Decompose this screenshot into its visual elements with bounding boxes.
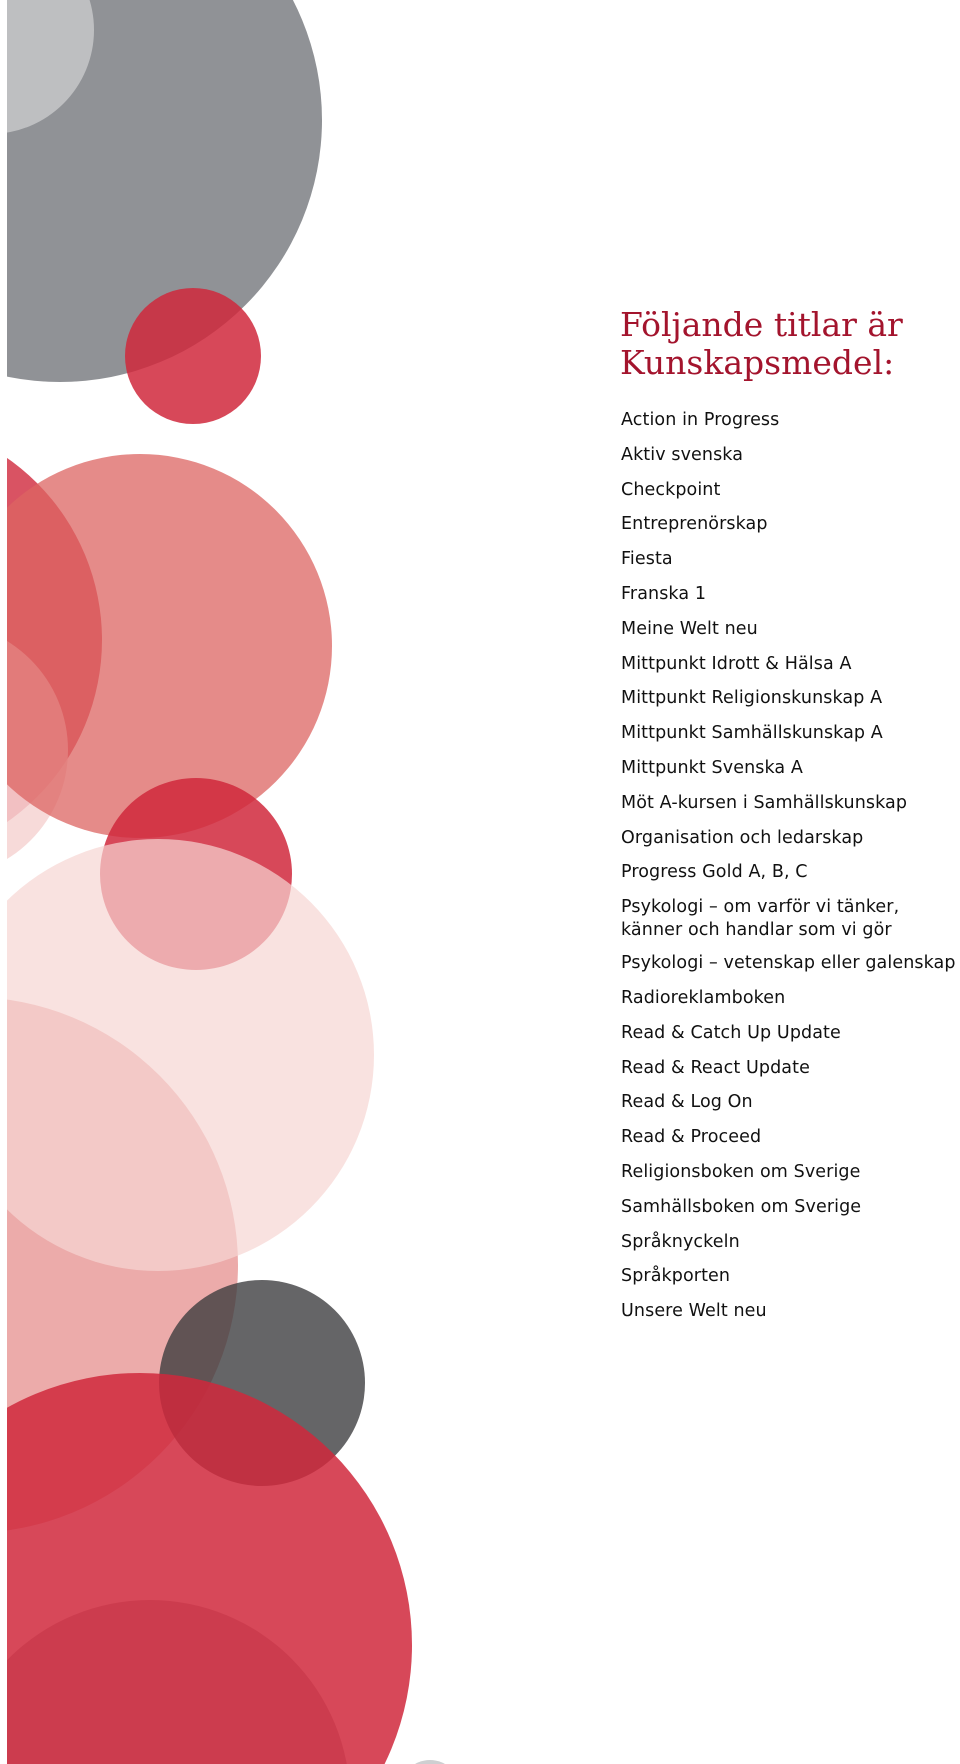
list-item: Read & React Update <box>621 1057 810 1078</box>
list-item-line-1: Psykologi – om varför vi tänker, <box>621 897 900 918</box>
list-item: Entreprenörskap <box>621 514 768 535</box>
list-item: Mittpunkt Svenska A <box>621 757 803 778</box>
list-item: Mittpunkt Religionskunskap A <box>621 688 883 709</box>
page-title-line-2: Kunskapsmedel: <box>620 343 895 382</box>
list-item: Organisation och ledarskap <box>621 827 864 848</box>
page-edge <box>0 0 7 1764</box>
pale-pink-circle-lower <box>0 839 374 1271</box>
list-item: Mittpunkt Idrott & Hälsa A <box>621 653 852 674</box>
list-item: Religionsboken om Sverige <box>621 1161 861 1182</box>
list-item: Unsere Welt neu <box>621 1301 767 1322</box>
small-red-circle-upper <box>125 288 261 424</box>
list-item <box>621 896 960 942</box>
list-item: Action in Progress <box>621 410 780 430</box>
list-item: Franska 1 <box>621 583 707 604</box>
list-item: Read & Proceed <box>621 1127 762 1148</box>
list-item: Radioreklamboken <box>621 987 786 1008</box>
list-item-line-2: känner och handlar som vi gör <box>621 920 892 941</box>
list-item: Checkpoint <box>621 479 721 500</box>
title-list <box>621 409 960 1335</box>
page-title <box>620 306 940 382</box>
list-item: Möt A-kursen i Samhällskunskap <box>621 792 908 813</box>
list-item: Read & Log On <box>621 1092 753 1113</box>
list-item: Psykologi – vetenskap eller galenskap <box>621 953 956 974</box>
list-item: Samhällsboken om Sverige <box>621 1196 862 1217</box>
list-item: Språknyckeln <box>621 1231 740 1252</box>
list-item: Read & Catch Up Update <box>621 1022 841 1043</box>
list-item: Progress Gold A, B, C <box>621 862 808 883</box>
list-item: Meine Welt neu <box>621 618 758 639</box>
list-item: Mittpunkt Samhällskunskap A <box>621 723 883 744</box>
gray-corner-bottom <box>400 1760 460 1764</box>
list-item: Aktiv svenska <box>621 444 744 465</box>
page-title-line-1: Följande titlar är <box>620 305 903 344</box>
list-item: Fiesta <box>621 549 673 570</box>
salmon-circle-large <box>0 454 332 838</box>
list-item: Språkporten <box>621 1266 731 1287</box>
